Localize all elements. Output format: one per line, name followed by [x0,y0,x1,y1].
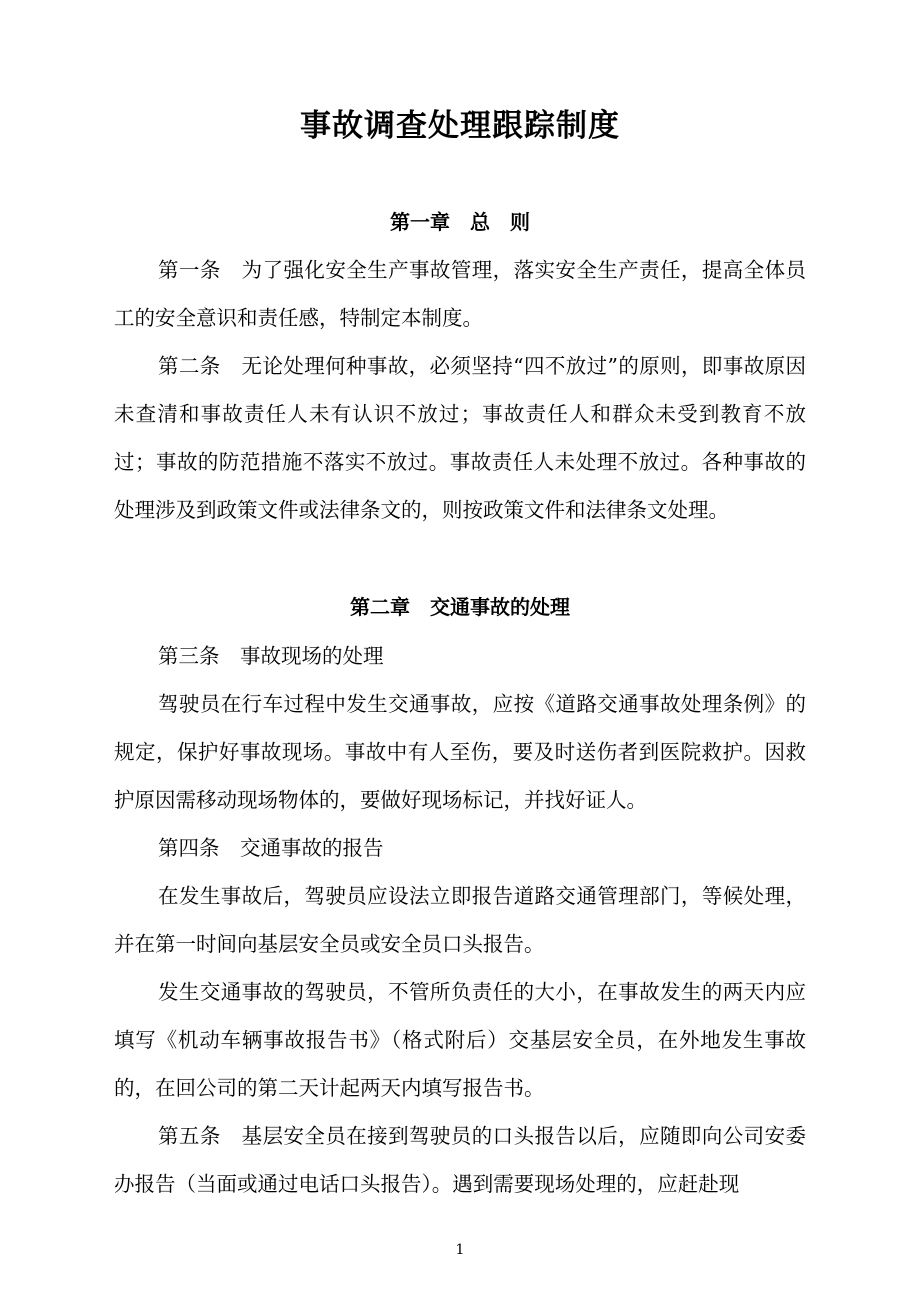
article-3-heading: 第三条 事故现场的处理 [158,644,384,668]
chapter-2-heading: 第二章 交通事故的处理 [350,595,570,619]
article-4-paragraph-2: 发生交通事故的驾驶员，不管所负责任的大小，在事故发生的两天内应填写《机动车辆事故报告书》（格式附后）交基层安全员，在外地发生事故的，在回公司的第二天计起两天内填写报告书。 [114,980,806,1100]
article-4-heading: 第四条 交通事故的报告 [158,836,384,860]
article-5-paragraph: 第五条 基层安全员在接到驾驶员的口头报告以后，应随即向公司安委办报告（当面或通过电话口头报告）。遇到需要现场处理的，应赶赴现 [114,1124,806,1196]
document-title: 事故调查处理跟踪制度 [300,108,620,144]
article-2-paragraph: 第二条 无论处理何种事故，必须坚持“四不放过”的原则，即事故原因未查清和事故责任人未有认识不放过；事故责任人和群众未受到教育不放过；事故的防范措施不落实不放过。事故责任人未处理不放过。各种事故的处理涉及到政策文件或法律条文的，则按政策文件和法律条文处理。 [114,354,806,522]
article-3-paragraph: 驾驶员在行车过程中发生交通事故，应按《道路交通事故处理条例》的规定，保护好事故现场。事故中有人至伤，要及时送伤者到医院救护。因救护原因需移动现场物体的，要做好现场标记，并找好证人。 [114,692,806,812]
article-1-paragraph: 第一条 为了强化安全生产事故管理，落实安全生产责任，提高全体员工的安全意识和责任感，特制定本制度。 [114,258,806,330]
article-4-paragraph-1: 在发生事故后，驾驶员应设法立即报告道路交通管理部门，等候处理，并在第一时间向基层安全员或安全员口头报告。 [114,884,806,956]
chapter-1-heading: 第一章 总 则 [390,210,530,234]
page-number: 1 [455,1242,465,1258]
